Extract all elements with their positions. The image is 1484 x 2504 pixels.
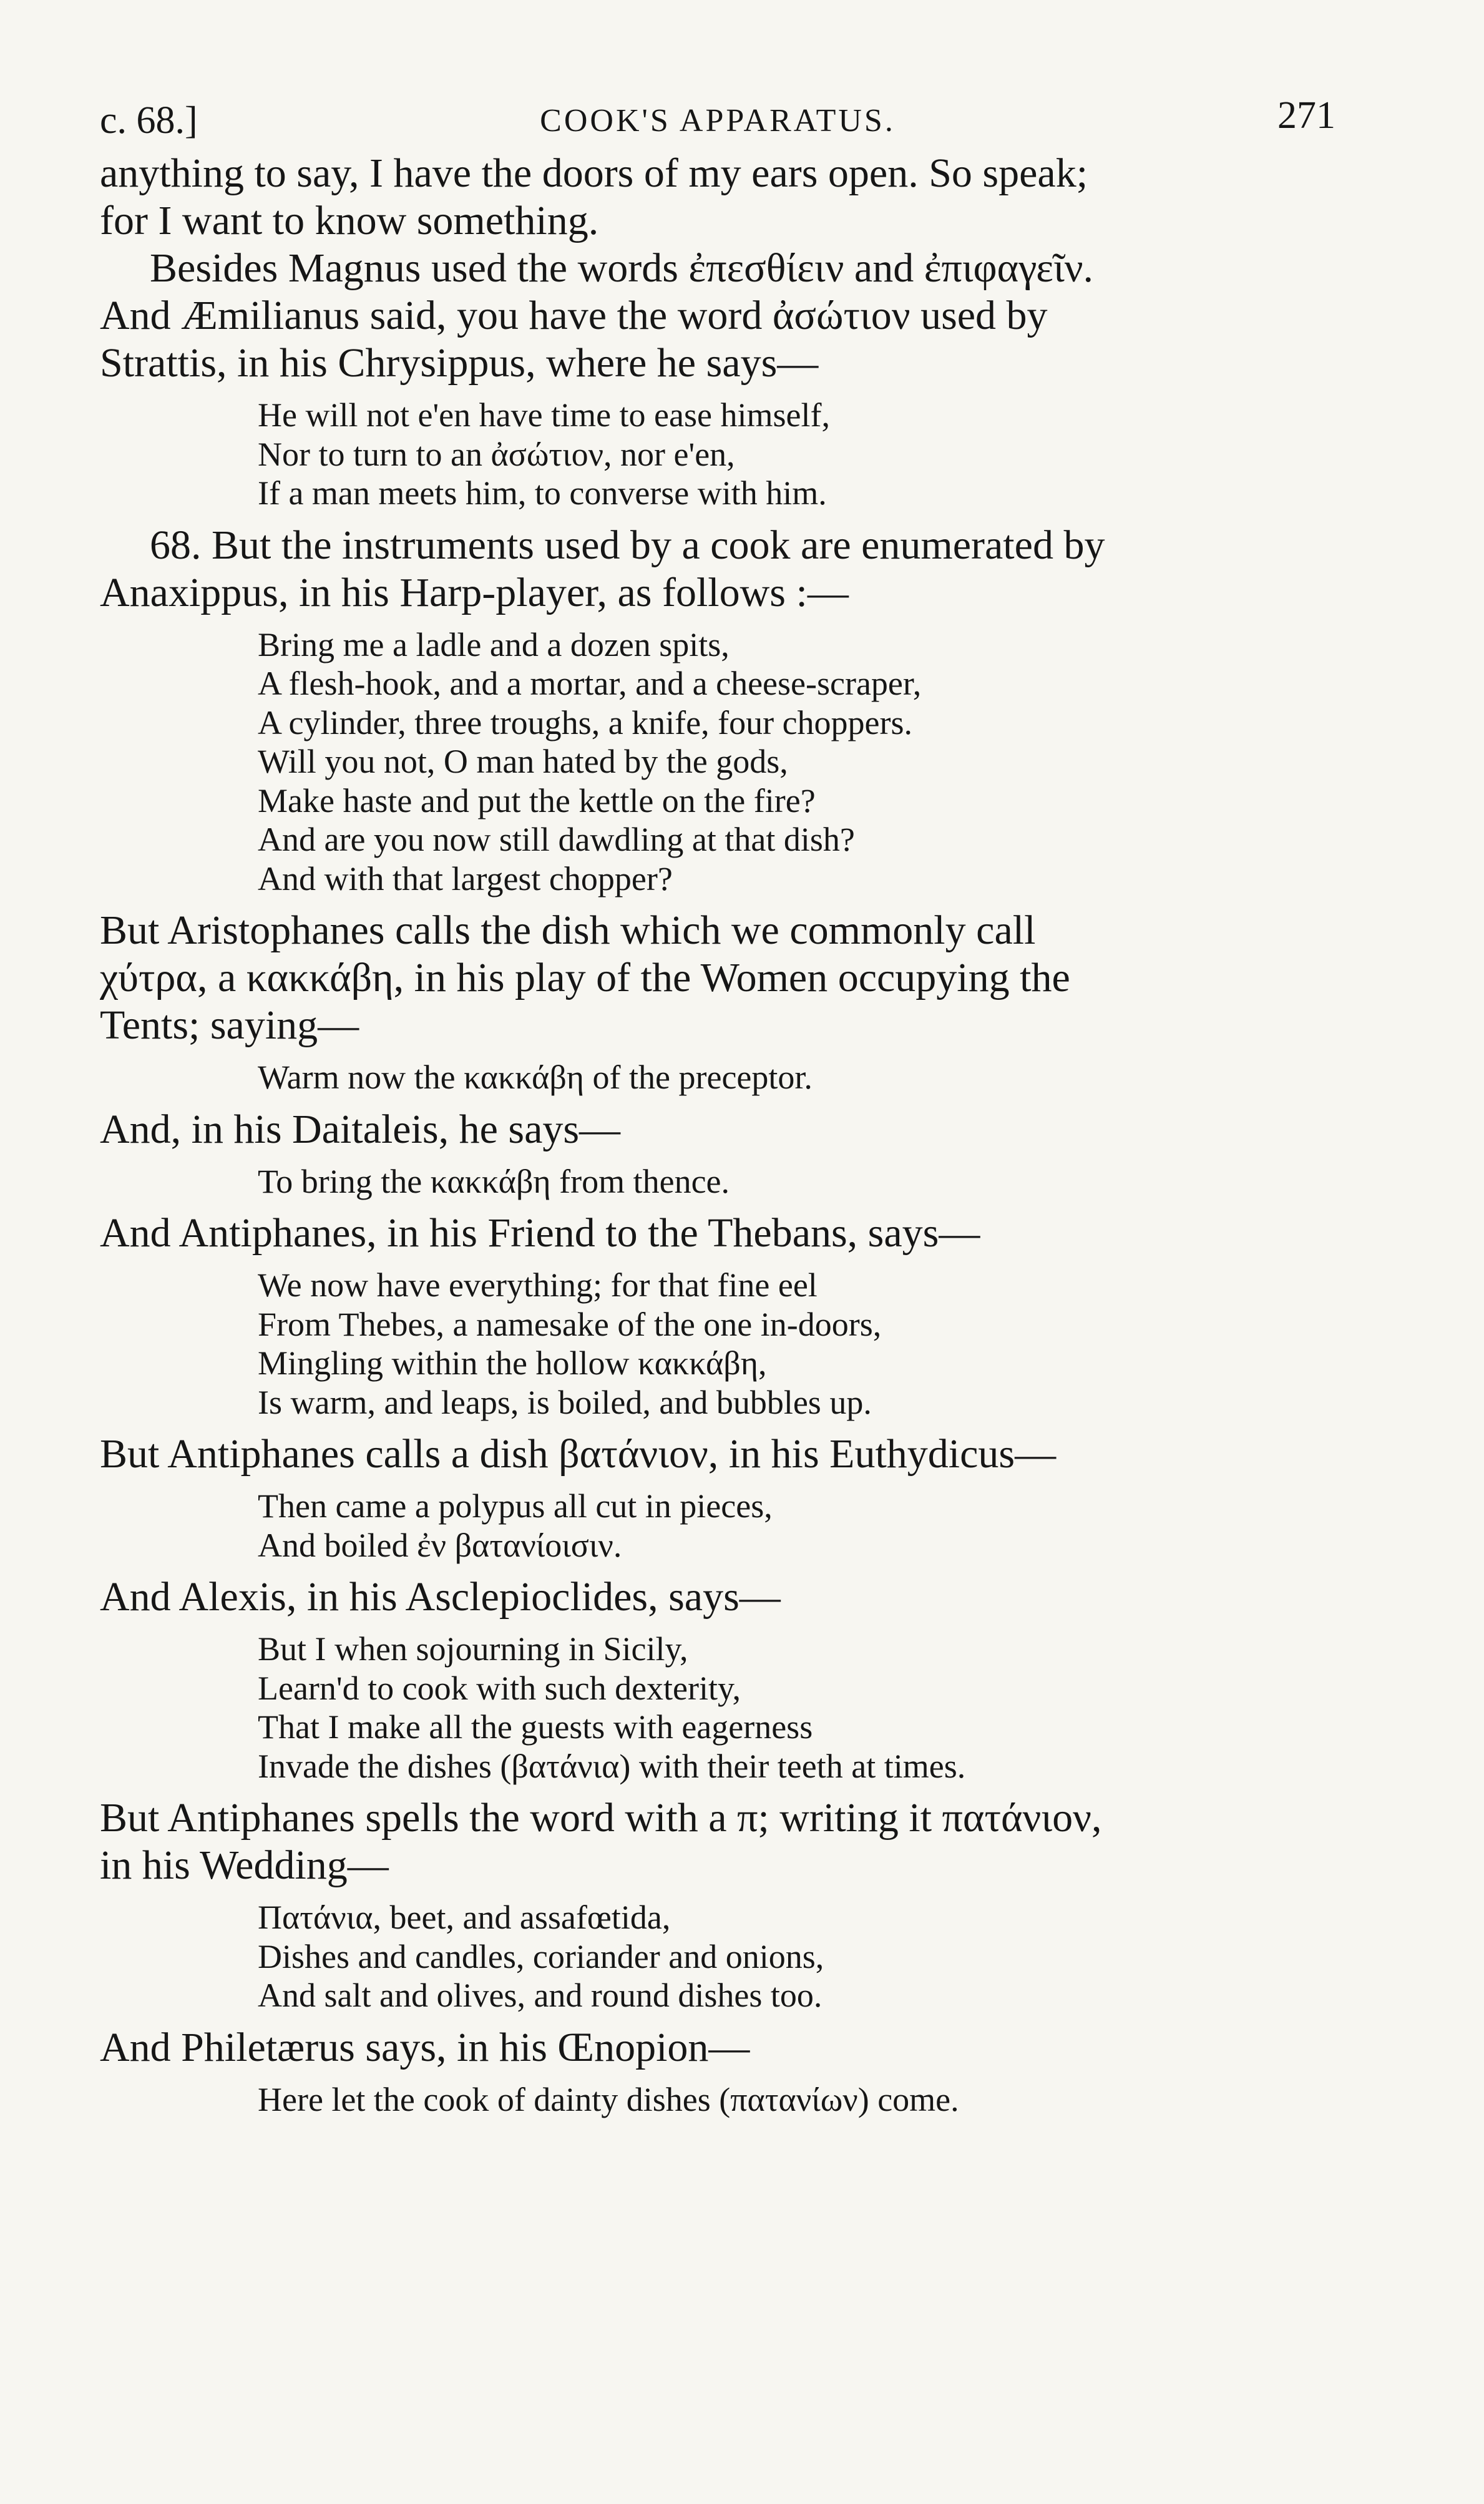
verse-line: A cylinder, three troughs, a knife, four choppers.: [258, 703, 913, 741]
verse-line: Bring me a ladle and a dozen spits,: [258, 625, 730, 663]
verse-line: And with that largest chopper?: [258, 859, 673, 897]
prose-line: Strattis, in his Chrysippus, where he says—: [100, 340, 819, 386]
verse-line: Here let the cook of dainty dishes (πατανίων) come.: [258, 2080, 959, 2118]
verse-line: Mingling within the hollow κακκάβη,: [258, 1344, 767, 1382]
verse-line: Nor to turn to an ἀσώτιον, nor e'en,: [258, 435, 735, 473]
running-title: COOK'S APPARATUS.: [540, 103, 896, 139]
verse-line: From Thebes, a namesake of the one in-doors,: [258, 1305, 882, 1343]
verse-line: We now have everything; for that fine eel: [258, 1266, 818, 1304]
prose-line: But Aristophanes calls the dish which we commonly call: [100, 907, 1036, 953]
verse-line: Is warm, and leaps, is boiled, and bubbles up.: [258, 1383, 872, 1421]
verse-line: Learn'd to cook with such dexterity,: [258, 1669, 741, 1707]
prose-line: for I want to know something.: [100, 198, 599, 243]
verse-line: Dishes and candles, coriander and onions,: [258, 1937, 824, 1975]
body-text: [100, 150, 1335, 2119]
verse-line: To bring the κακκάβη from thence.: [258, 1162, 730, 1200]
prose-line: And Alexis, in his Asclepioclides, says—: [100, 1574, 781, 1620]
book-page: [100, 94, 1335, 2119]
verse-line: That I make all the guests with eagerness: [258, 1708, 813, 1746]
prose-line: 68. But the instruments used by a cook are enumerated by: [150, 522, 1105, 568]
prose-line: in his Wedding—: [100, 1842, 389, 1888]
verse-line: A flesh-hook, and a mortar, and a cheese-scraper,: [258, 665, 922, 702]
verse-line: If a man meets him, to converse with him.: [258, 474, 827, 512]
verse-line: And are you now still dawdling at that dish?: [258, 821, 855, 858]
prose-line: And, in his Daitaleis, he says—: [100, 1106, 621, 1152]
verse-line: Make haste and put the kettle on the fire?: [258, 781, 816, 819]
prose-line: χύτρα, a κακκάβη, in his play of the Women occupying the: [100, 955, 1070, 1000]
prose-line: Tents; saying—: [100, 1002, 359, 1048]
prose-line: And Æmilianus said, you have the word ἀσώτιον used by: [100, 293, 1048, 338]
running-header: [100, 94, 1335, 150]
verse-line: And salt and olives, and round dishes too.: [258, 1977, 823, 2014]
prose-line: Besides Magnus used the words ἐπεσθίειν and ἐπιφαγεῖν.: [150, 245, 1094, 291]
prose-line: And Philetærus says, in his Œnopion—: [100, 2024, 750, 2070]
verse-line: And boiled ἐν βατανίοισιν.: [258, 1526, 622, 1564]
prose-line: Anaxippus, in his Harp-player, as follows :—: [100, 569, 849, 615]
prose-line: anything to say, I have the doors of my ears open. So speak;: [100, 150, 1088, 196]
page-number: 271: [1277, 94, 1335, 137]
verse-line: Then came a polypus all cut in pieces,: [258, 1487, 773, 1525]
prose-line: But Antiphanes spells the word with a π; writing it πατάνιον,: [100, 1795, 1102, 1841]
verse-line: Warm now the κακκάβη of the preceptor.: [258, 1059, 813, 1096]
verse-line: But I when sojourning in Sicily,: [258, 1630, 688, 1668]
prose-line: And Antiphanes, in his Friend to the Thebans, says—: [100, 1210, 980, 1256]
verse-line: He will not e'en have time to ease himself,: [258, 396, 830, 434]
verse-line: Will you not, O man hated by the gods,: [258, 743, 788, 780]
verse-line: Πατάνια, beet, and assafœtida,: [258, 1899, 671, 1936]
verse-line: Invade the dishes (βατάνια) with their teeth at times.: [258, 1747, 966, 1785]
chapter-marker: c. 68.]: [100, 99, 198, 142]
prose-line: But Antiphanes calls a dish βατάνιον, in his Euthydicus—: [100, 1431, 1057, 1477]
